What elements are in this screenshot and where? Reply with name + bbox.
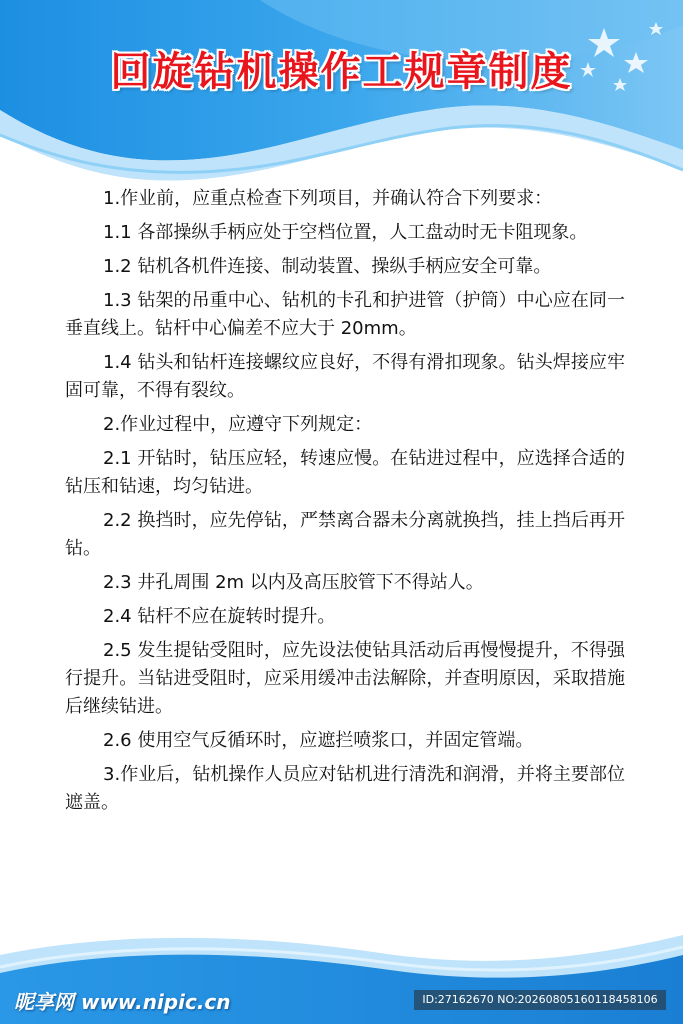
rule-paragraph: 1.2 钻机各机件连接、制动装置、操纵手柄应安全可靠。 [103,256,552,277]
rule-paragraph: 1.3 钻架的吊重中心、钻机的卡孔和护进管（护筒）中心应在同一垂直线上。钻杆中心偏差不应大于 20mm。 [65,290,625,339]
page-title: 回旋钻机操作工规章制度 [110,49,573,95]
header-wave-background [0,0,683,200]
rule-paragraph: 2.5 发生提钻受阻时，应先设法使钻具活动后再慢慢提升，不得强行提升。当钻进受阻时，应采用缓冲击法解除，并查明原因，采取措施后继续钻进。 [65,640,625,717]
rule-paragraph: 1.作业前，应重点检查下列项目，并确认符合下列要求： [103,188,553,209]
watermark-id: ID:27162670 NO:20260805160118458106 [414,990,666,1010]
rules-content [65,185,625,823]
rule-paragraph: 2.6 使用空气反循环时，应遮拦喷浆口，并固定管端。 [103,730,534,751]
rule-paragraph: 2.1 开钻时，钻压应轻，转速应慢。在钻进过程中，应选择合适的钻压和钻速，均匀钻进。 [65,448,625,497]
rule-paragraph: 2.2 换挡时，应先停钻，严禁离合器未分离就换挡，挂上挡后再开钻。 [65,510,625,559]
rule-paragraph: 2.作业过程中，应遵守下列规定： [103,414,373,435]
rule-paragraph: 3.作业后，钻机操作人员应对钻机进行清洗和润滑，并将主要部位遮盖。 [65,764,625,813]
rule-paragraph: 1.4 钻头和钻杆连接螺纹应良好，不得有滑扣现象。钻头焊接应牢固可靠，不得有裂纹。 [65,352,625,401]
rule-paragraph: 2.4 钻杆不应在旋转时提升。 [103,606,336,627]
rule-paragraph: 2.3 井孔周围 2m 以内及高压胶管下不得站人。 [103,572,484,593]
rule-paragraph: 1.1 各部操纵手柄应处于空档位置，人工盘动时无卡阻现象。 [103,222,588,243]
watermark-logo: 昵享网 www.nipic.cn [14,990,231,1014]
